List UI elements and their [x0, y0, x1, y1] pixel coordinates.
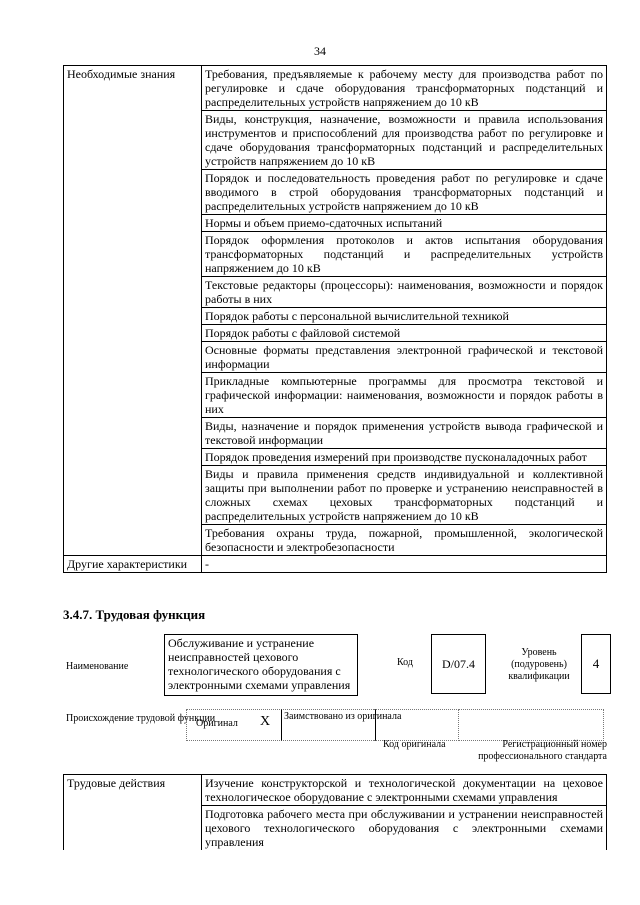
knowledge-item: Виды и правила применения средств индивидуальной и коллективной защиты при выполнении работ по проверке и устранению неисправностей в сложных схемах цеховых трансформаторных подстанций и распределительных устройств напряжением до 10 кВ	[202, 466, 607, 525]
qualification-level-label: Уровень (подуровень) квалификации	[508, 647, 570, 682]
knowledge-item: Требования охраны труда, пожарной, промышленной, экологической безопасности и электробезопасности	[202, 525, 607, 556]
original-mark: X	[260, 714, 271, 729]
table-row	[64, 775, 607, 806]
borrowed-label: Заимствовано из оригинала	[284, 711, 402, 722]
other-characteristics-value: -	[202, 556, 607, 573]
knowledge-item: Порядок оформления протоколов и актов испытания оборудования трансформаторных подстанций и распределительных устройств напряжением до 10 кВ	[202, 232, 607, 277]
origin-reg-number-cell	[458, 709, 604, 741]
function-code-value: D/07.4	[431, 634, 486, 694]
qualification-level-value: 4	[581, 634, 611, 694]
knowledge-item: Порядок работы с персональной вычислительной техникой	[202, 308, 607, 325]
function-name-label: Наименование	[66, 661, 129, 672]
labor-action-item: Изучение конструкторской и технологической документации на цеховое технологическое оборудование с электронными схемами управления	[202, 775, 607, 806]
knowledge-item: Виды, конструкция, назначение, возможности и правила использования инструментов и приспособлений для производства работ по регулировке и сдаче оборудования трансформаторных подстанций и распределительных устройств напряжением до 10 кВ	[202, 111, 607, 170]
function-code-label: Код	[397, 657, 413, 668]
knowledge-item: Нормы и объем приемо-сдаточных испытаний	[202, 215, 607, 232]
table-row	[64, 66, 607, 111]
knowledge-item: Порядок проведения измерений при производстве пусконаладочных работ	[202, 449, 607, 466]
function-name-value: Обслуживание и устранение неисправностей цехового технологического оборудования с электронными схемами управления	[164, 634, 358, 696]
knowledge-table	[63, 65, 607, 573]
section-heading: 3.4.7. Трудовая функция	[63, 607, 206, 622]
labor-action-item: Подготовка рабочего места при обслуживании и устранении неисправностей цехового технологического оборудования с электронными схемами управления	[202, 806, 607, 851]
labor-actions-label: Трудовые действия	[64, 775, 202, 851]
origin-label: Происхождение трудовой функции	[66, 713, 216, 724]
function-origin	[63, 705, 613, 765]
knowledge-item: Виды, назначение и порядок применения устройств вывода графической и текстовой информации	[202, 418, 607, 449]
knowledge-item: Прикладные компьютерные программы для просмотра текстовой и графической информации: наименования, возможности и порядок работы в них	[202, 373, 607, 418]
knowledge-item: Требования, предъявляемые к рабочему месту для производства работ по регулировке и сдаче оборудования трансформаторных подстанций и распределительных устройств напряжением до 10 кВ	[202, 66, 607, 111]
labor-function-header	[63, 625, 611, 697]
reg-number-caption: Регистрационный номер профессионального стандарта	[478, 739, 607, 762]
knowledge-item: Основные форматы представления электронной графической и текстовой информации	[202, 342, 607, 373]
required-knowledge-label: Необходимые знания	[64, 66, 202, 556]
original-label: Оригинал	[196, 718, 238, 729]
labor-actions-table	[63, 774, 607, 850]
other-characteristics-label: Другие характеристики	[64, 556, 202, 573]
knowledge-item: Порядок работы с файловой системой	[202, 325, 607, 342]
table-row	[64, 556, 607, 573]
page-number: 34	[314, 44, 326, 58]
original-code-caption: Код оригинала	[383, 739, 446, 750]
knowledge-item: Текстовые редакторы (процессоры): наименования, возможности и порядок работы в них	[202, 277, 607, 308]
knowledge-item: Порядок и последовательность проведения работ по регулировке и сдаче вводимого в строй оборудования трансформаторных подстанций и распределительных устройств напряжением до 10 кВ	[202, 170, 607, 215]
